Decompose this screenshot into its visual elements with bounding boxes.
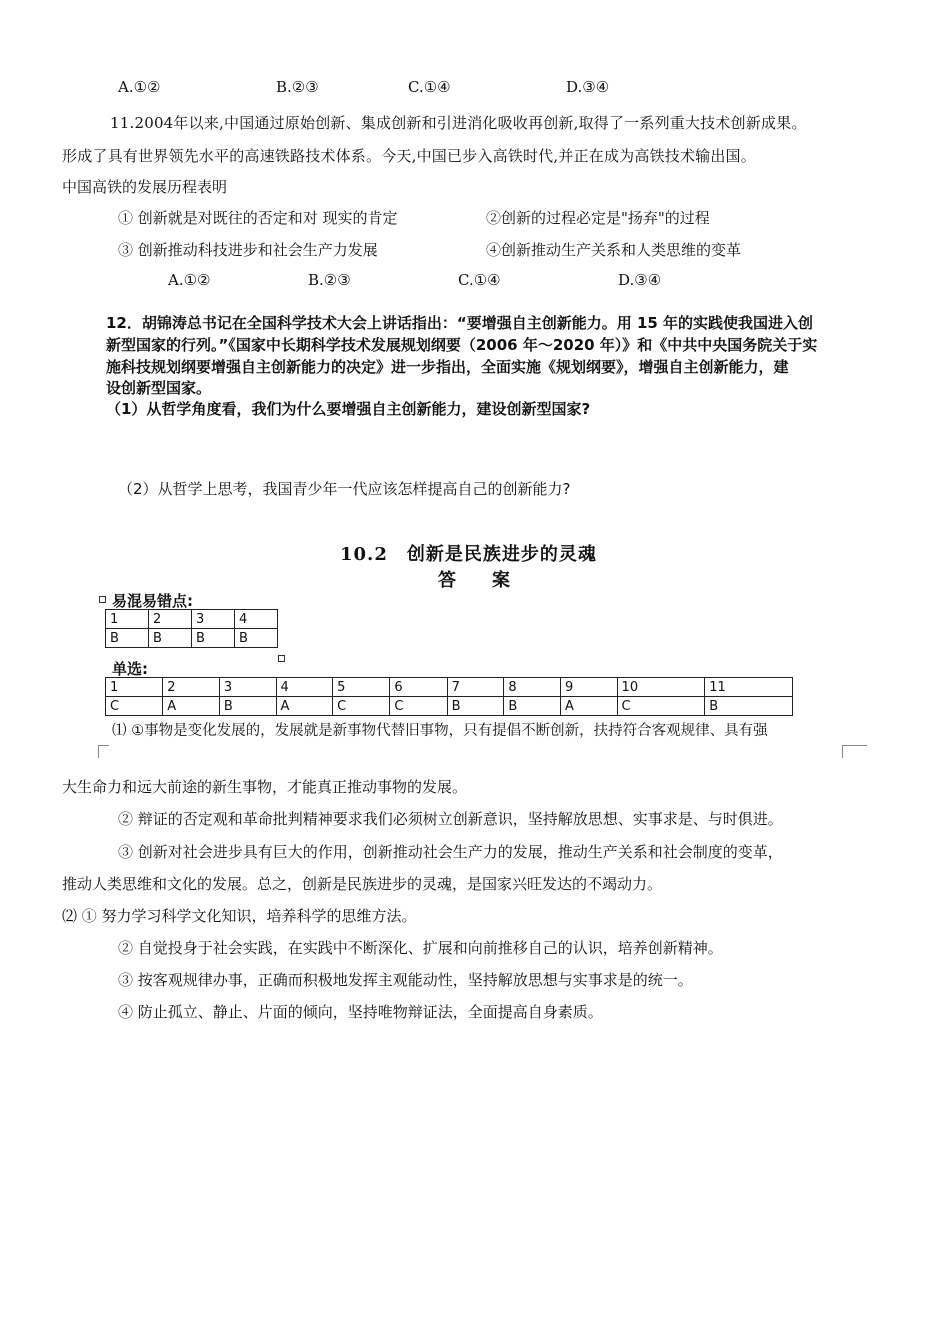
section1-table — [105, 609, 278, 648]
q12-line-2: 新型国家的行列。”《国家中长期科学技术发展规划纲要（2006 年～2020 年）》和《中共中央国务院关于实 — [106, 336, 818, 354]
s2-header-7: 7 — [447, 678, 504, 697]
q11-line-1: 11.2004年以来,中国通过原始创新、集成创新和引进消化吸收再创新,取得了一系列重大技术创新成果。 — [110, 114, 807, 132]
s2-value-8: B — [504, 697, 561, 716]
q11-option-d: D.③④ — [618, 271, 662, 289]
s1-header-3: 3 — [192, 610, 235, 629]
table-resize-handle-icon — [278, 655, 285, 662]
s2-header-5: 5 — [333, 678, 390, 697]
s2-value-10: C — [617, 697, 705, 716]
s2-header-1: 1 — [106, 678, 163, 697]
s1-value-2: B — [149, 629, 192, 648]
s2-value-7: B — [447, 697, 504, 716]
q11-option-b: B.②③ — [308, 271, 351, 289]
q10-option-b: B.②③ — [276, 78, 319, 96]
q12-sub-2: （2）从哲学上思考，我国青少年一代应该怎样提高自己的创新能力? — [118, 480, 571, 498]
s1-header-4: 4 — [235, 610, 278, 629]
s2-value-4: A — [276, 697, 333, 716]
answer-part2-line-1: ⑵ ① 努力学习科学文化知识，培养科学的思维方法。 — [62, 907, 417, 925]
q12-line-4: 设创新型国家。 — [106, 379, 212, 397]
q10-option-d: D.③④ — [566, 78, 610, 96]
s2-value-9: A — [560, 697, 617, 716]
s2-header-6: 6 — [390, 678, 447, 697]
q11-item-1: ① 创新就是对既往的否定和对 现实的肯定 — [118, 209, 398, 227]
s1-value-4: B — [235, 629, 278, 648]
q11-line-3: 中国高铁的发展历程表明 — [62, 178, 228, 196]
answer-part1-line-4: ③ 创新对社会进步具有巨大的作用，创新推动社会生产力的发展，推动生产关系和社会制度的变革， — [118, 843, 783, 861]
s2-header-3: 3 — [219, 678, 276, 697]
s2-value-2: A — [163, 697, 220, 716]
s1-value-1: B — [106, 629, 149, 648]
s2-header-11: 11 — [705, 678, 793, 697]
answer-part2-line-2: ② 自觉投身于社会实践，在实践中不断深化、扩展和向前推移自己的认识，培养创新精神。 — [118, 939, 723, 957]
answer-subtitle: 答 案 — [438, 570, 510, 591]
q11-option-c: C.①④ — [458, 271, 501, 289]
answer-part1-line-1: ⑴ ①事物是变化发展的，发展就是新事物代替旧事物，只有提倡不断创新，扶持符合客观规律、具有强 — [112, 723, 768, 739]
s1-header-2: 2 — [149, 610, 192, 629]
q11-item-2: ②创新的过程必定是"扬弃"的过程 — [486, 209, 710, 227]
q10-options — [118, 78, 609, 96]
q11-option-a: A.①② — [168, 271, 211, 289]
q12-sub-1: （1）从哲学角度看，我们为什么要增强自主创新能力，建设创新型国家? — [106, 400, 591, 418]
answer-part1-line-5: 推动人类思维和文化的发展。总之，创新是民族进步的灵魂，是国家兴旺发达的不竭动力。 — [62, 875, 663, 893]
s2-value-3: B — [219, 697, 276, 716]
table-handle-icon — [99, 596, 106, 603]
s2-value-5: C — [333, 697, 390, 716]
s2-header-8: 8 — [504, 678, 561, 697]
s2-header-2: 2 — [163, 678, 220, 697]
s2-header-4: 4 — [276, 678, 333, 697]
answer-part2-line-4: ④ 防止孤立、静止、片面的倾向，坚持唯物辩证法，全面提高自身素质。 — [118, 1003, 603, 1021]
q11-item-3: ③ 创新推动科技进步和社会生产力发展 — [118, 241, 378, 259]
section2-table — [105, 677, 793, 716]
s2-value-1: C — [106, 697, 163, 716]
s2-value-6: C — [390, 697, 447, 716]
s2-value-11: B — [705, 697, 793, 716]
s2-header-10: 10 — [617, 678, 705, 697]
section1-label: 易混易错点: — [112, 592, 193, 610]
answer-part2-line-3: ③ 按客观规律办事，正确而积极地发挥主观能动性，坚持解放思想与实事求是的统一。 — [118, 971, 693, 989]
s1-header-1: 1 — [106, 610, 149, 629]
q11-options — [168, 271, 661, 289]
answer-part1-line-3: ② 辩证的否定观和革命批判精神要求我们必须树立创新意识，坚持解放思想、实事求是、与时俱进。 — [118, 810, 783, 828]
answer-part1-line-2: 大生命力和远大前途的新生事物，才能真正推动事物的发展。 — [62, 778, 468, 796]
q10-option-c: C.①④ — [408, 78, 451, 96]
q12-line-1: 12．胡锦涛总书记在全国科学技术大会上讲话指出：“要增强自主创新能力。用 15 年的实践使我国进入创 — [106, 314, 814, 332]
page-corner-left-icon — [98, 745, 109, 758]
q12-line-3: 施科技规划纲要增强自主创新能力的决定》进一步指出，全面实施《规划纲要》，增强自主创新能力，建 — [106, 358, 789, 376]
q11-item-4: ④创新推动生产关系和人类思维的变革 — [486, 241, 742, 259]
section2-label: 单选: — [112, 660, 148, 678]
q10-option-a: A.①② — [118, 78, 161, 96]
answer-title: 10.2 创新是民族进步的灵魂 — [340, 544, 597, 565]
page-corner-right-icon — [842, 745, 867, 758]
s2-header-9: 9 — [560, 678, 617, 697]
s1-value-3: B — [192, 629, 235, 648]
q11-line-2: 形成了具有世界领先水平的高速铁路技术体系。今天,中国已步入高铁时代,并正在成为高铁技术输出国。 — [62, 147, 756, 165]
